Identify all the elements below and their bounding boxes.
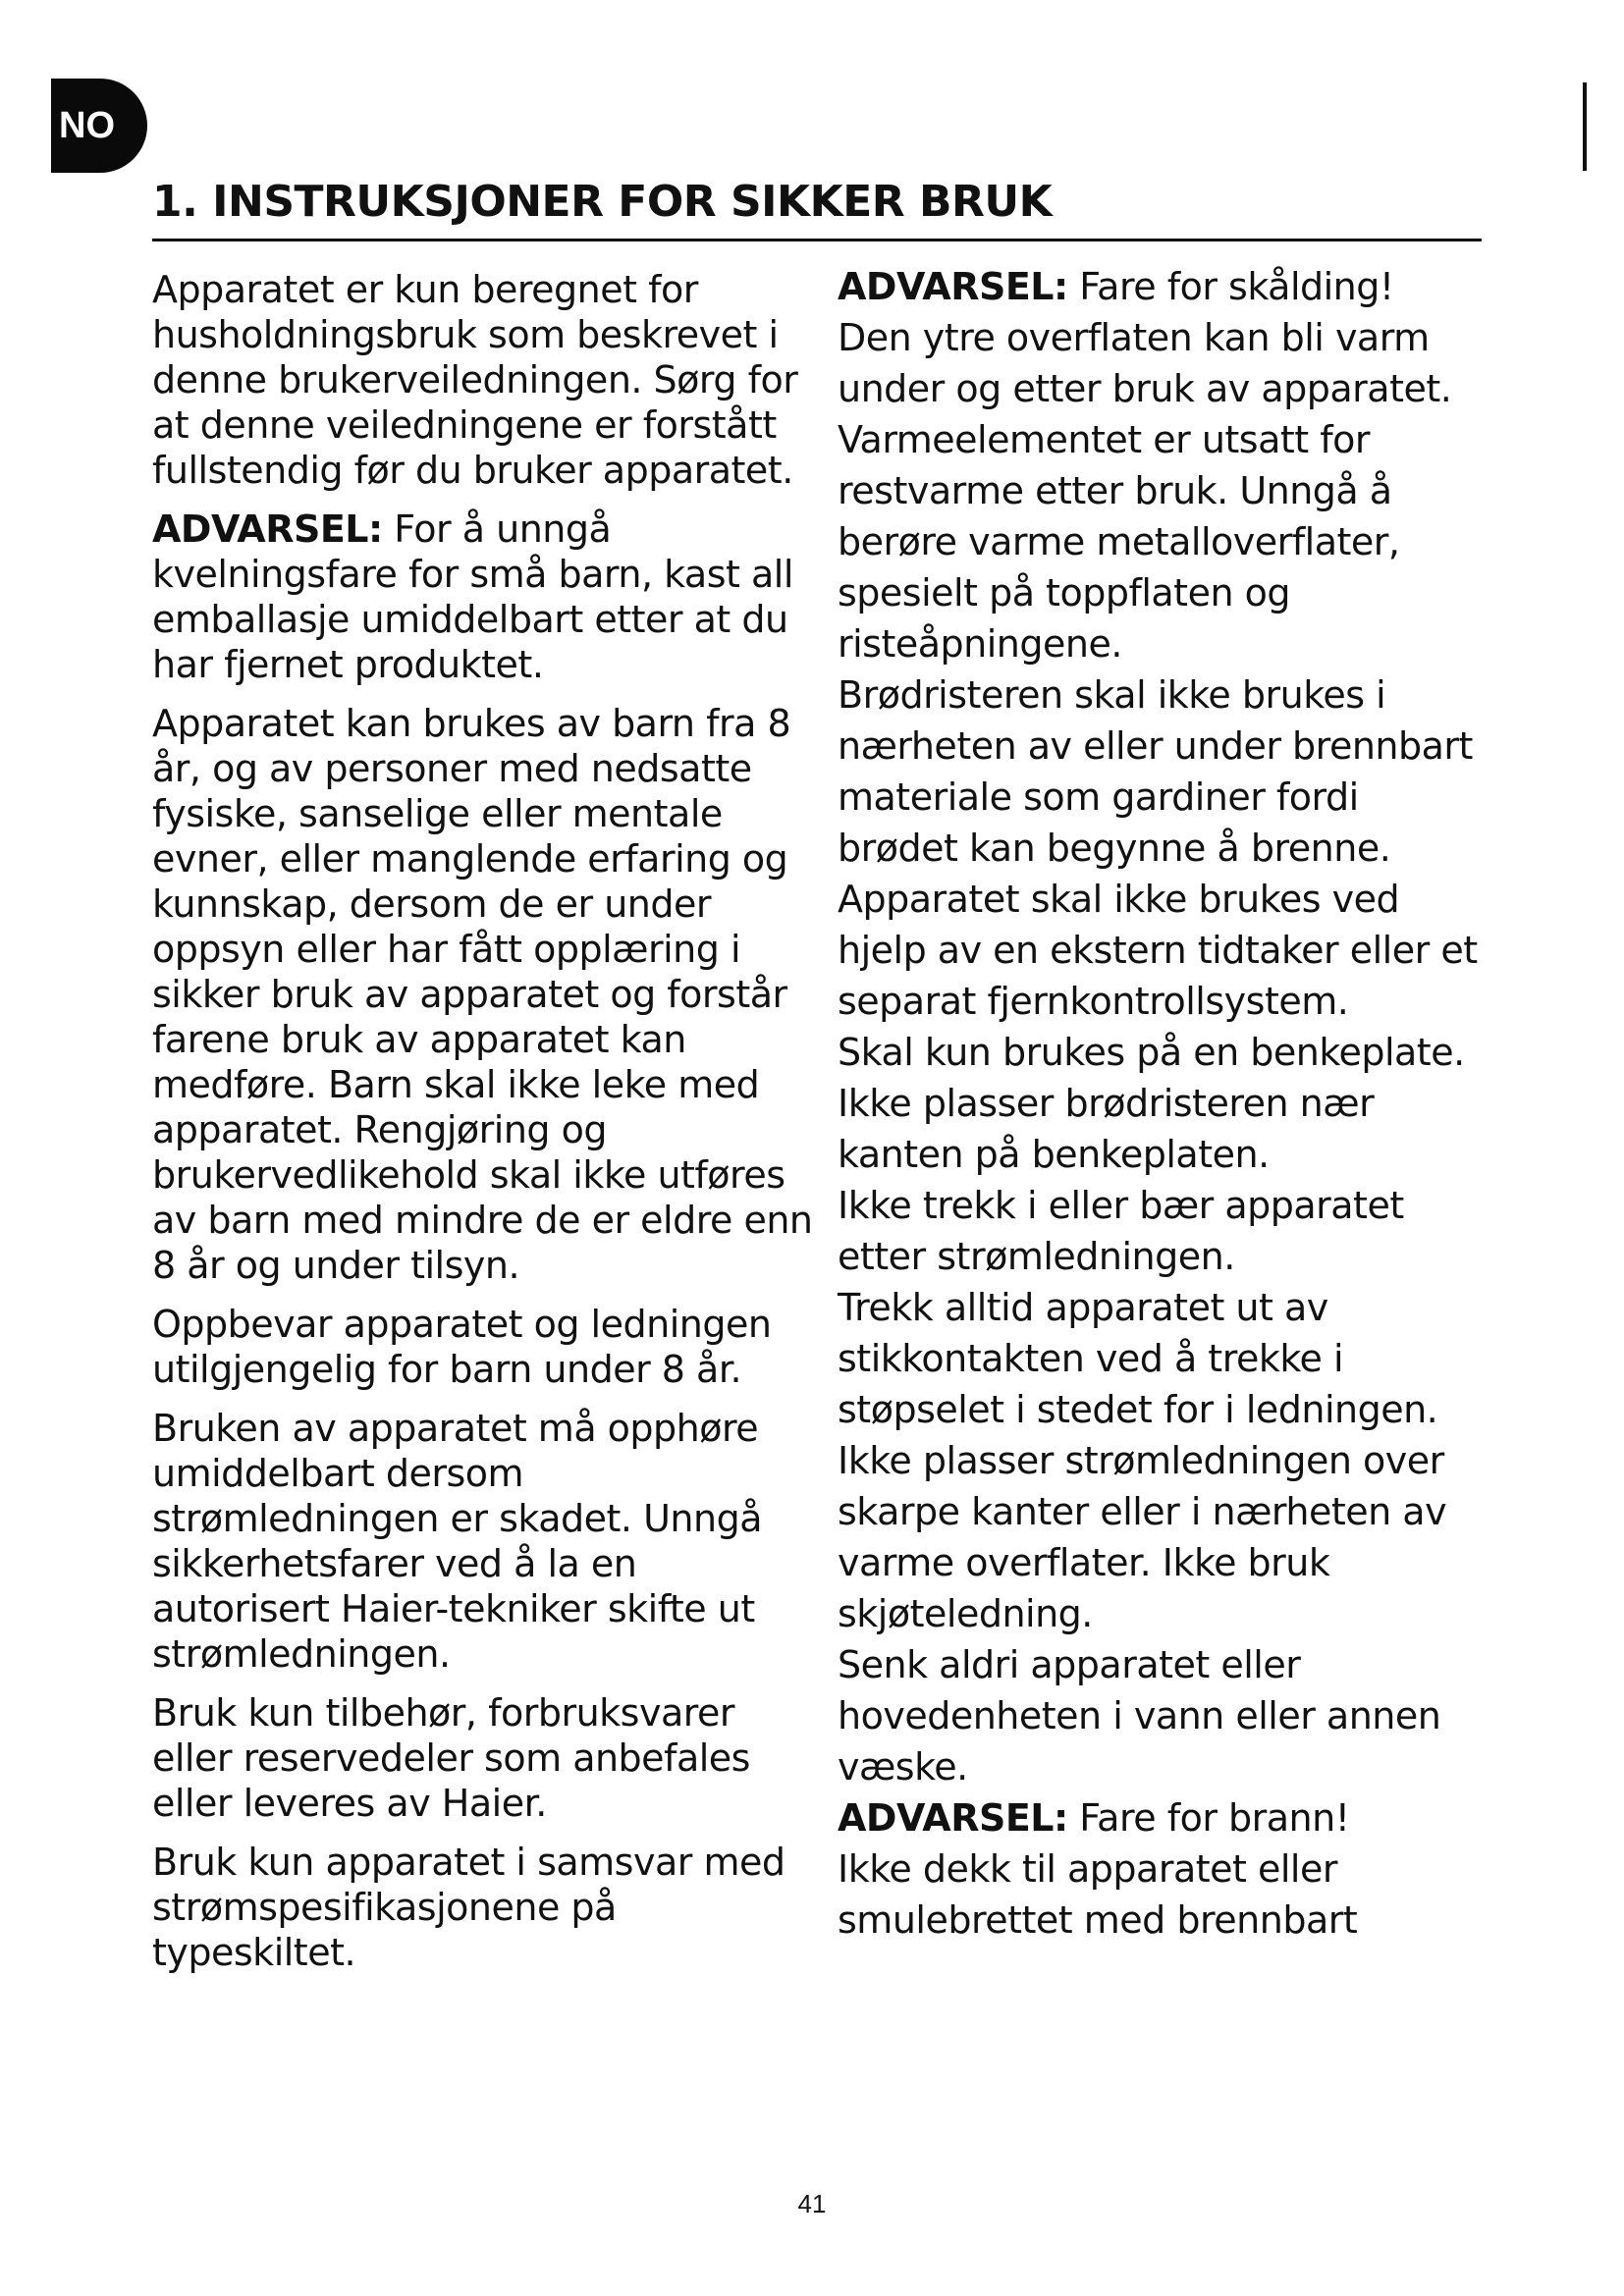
paragraph-scald-warning bbox=[838, 261, 1486, 312]
language-tab bbox=[51, 79, 147, 173]
warning-label: ADVARSEL: bbox=[838, 265, 1068, 308]
paragraph-countertop: Skal kun brukes på en benkeplate. Ikke plasser brødristeren nær kanten på benkeplaten. bbox=[838, 1031, 1465, 1176]
paragraph-hot-surface: Den ytre overflaten kan bli varm under og etter bruk av apparatet. Varmeelementet er utsatt for restvarme etter bruk. Unngå å berøre varme metalloverflater, spesielt på toppflaten og risteåpningene. bbox=[838, 316, 1452, 666]
page-number: 41 bbox=[797, 2189, 827, 2218]
paragraph-children-use: Apparatet kan brukes av barn fra 8 år, og av personer med nedsatte fysiske, sanselige eller mentale evner, eller manglende erfaring og kunnskap, dersom de er under oppsyn eller har fått opplæring i sikker bruk av apparatet og forstår farene bruk av apparatet kan medføre. Barn skal ikke leke med apparatet. Rengjøring og brukervedlikehold skal ikke utføres av barn med mindre de er eldre enn 8 år og under tilsyn. bbox=[152, 702, 813, 1287]
paragraph-accessories: Bruk kun tilbehør, forbruksvarer eller reservedeler som anbefales eller leveres av Haier. bbox=[152, 1691, 750, 1825]
paragraph-flammable-material: Brødristeren skal ikke brukes i nærheten av eller under brennbart materiale som gardiner fordi brødet kan begynne å brenne. bbox=[838, 673, 1473, 870]
paragraph-cover: Ikke dekk til apparatet eller smulebrettet med brennbart bbox=[838, 1847, 1358, 1942]
warning-text: Fare for skålding! bbox=[1079, 265, 1394, 308]
paragraph-intended-use: Apparatet er kun beregnet for husholdningsbruk som beskrevet i denne brukerveiledningen. Sørg for at denne veiledningene er forstått fullstendig før du bruker apparatet. bbox=[152, 268, 798, 492]
paragraph-immersion: Senk aldri apparatet eller hovedenheten i vann eller annen væske. bbox=[838, 1643, 1441, 1789]
paragraph-power-spec: Bruk kun apparatet i samsvar med strømspesifikasjonene på typeskiltet. bbox=[152, 1841, 785, 1974]
page-edge-marker bbox=[1583, 82, 1587, 171]
paragraph-external-timer: Apparatet skal ikke brukes ved hjelp av en ekstern tidtaker eller et separat fjernkontrollsystem. bbox=[838, 878, 1478, 1023]
paragraph-suffocation-warning bbox=[152, 507, 820, 687]
warning-text: For å unngå kvelningsfare for små barn, kast all emballasje umiddelbart etter at du har fjernet produktet. bbox=[152, 507, 793, 686]
title-divider bbox=[152, 239, 1482, 241]
paragraph-cord-pull: Ikke trekk i eller bær apparatet etter strømledningen. bbox=[838, 1184, 1404, 1278]
paragraph-fire-warning bbox=[838, 1792, 1486, 1843]
left-column bbox=[152, 267, 820, 1989]
right-column bbox=[838, 261, 1486, 1946]
warning-text: Fare for brann! bbox=[1079, 1796, 1350, 1840]
warning-label: ADVARSEL: bbox=[838, 1796, 1068, 1840]
language-code: NO bbox=[59, 104, 115, 146]
paragraph-storage: Oppbevar apparatet og ledningen utilgjengelig for barn under 8 år. bbox=[152, 1303, 772, 1391]
warning-label: ADVARSEL: bbox=[152, 507, 383, 551]
paragraph-unplug: Trekk alltid apparatet ut av stikkontakten ved å trekke i støpselet i stedet for i ledningen. Ikke plasser strømledningen over skarpe kanter eller i nærheten av varme overflater. Ikke bruk skjøteledning. bbox=[838, 1286, 1447, 1635]
section-title: 1. INSTRUKSJONER FOR SIKKER BRUK bbox=[152, 177, 1053, 227]
paragraph-damaged-cord: Bruken av apparatet må opphøre umiddelbart dersom strømledningen er skadet. Unngå sikkerhetsfarer ved å la en autorisert Haier-tekniker skifte ut strømledningen. bbox=[152, 1407, 762, 1676]
